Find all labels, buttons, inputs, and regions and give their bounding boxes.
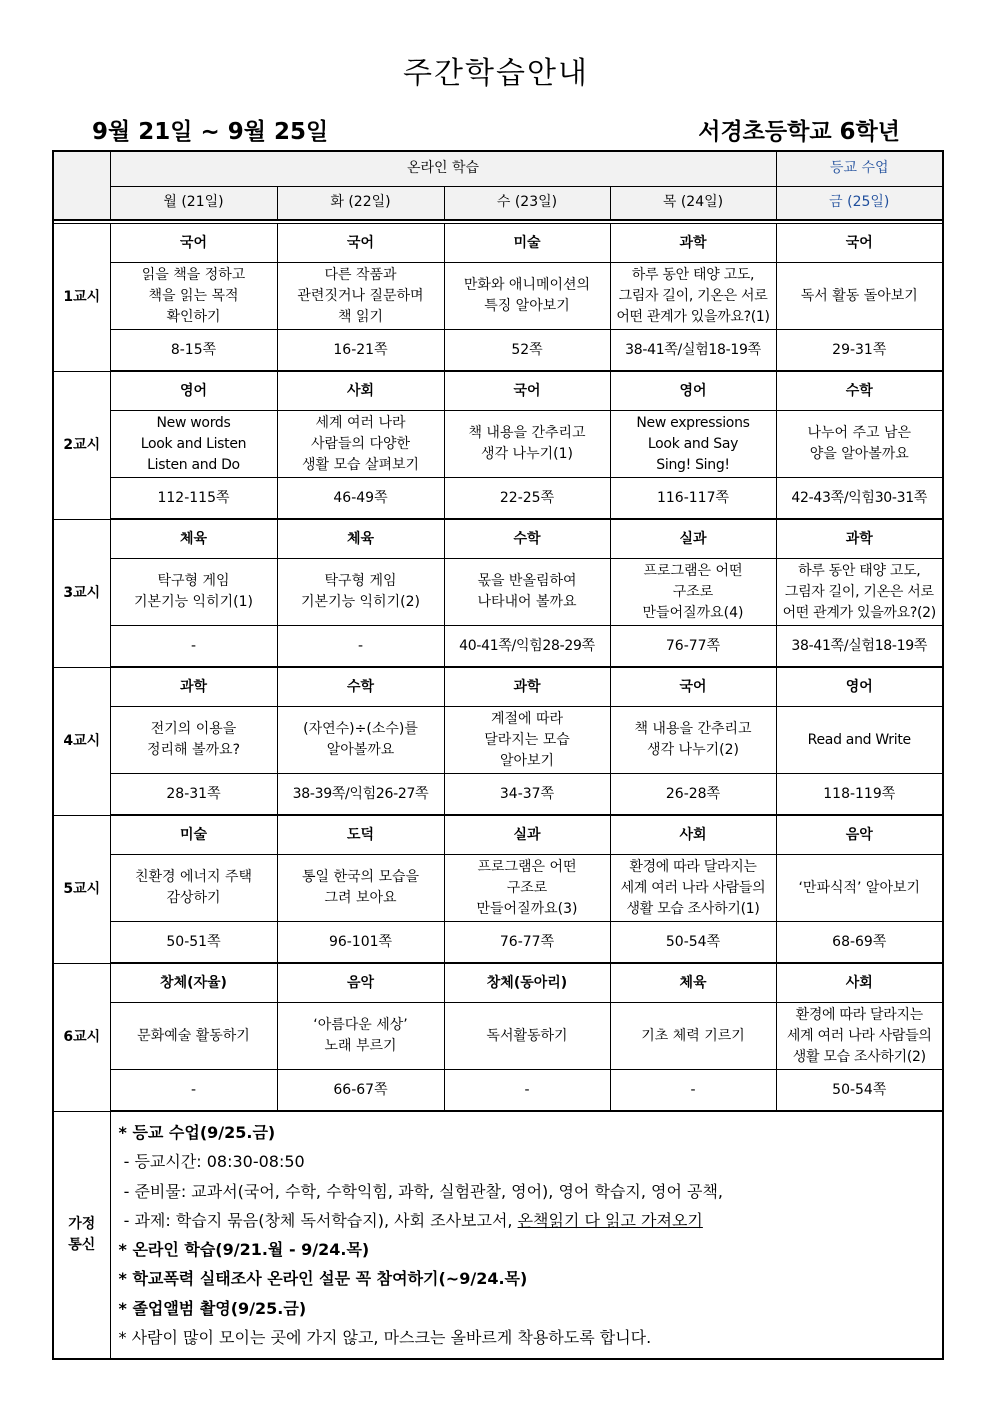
lesson-description: New expressions Look and Say Sing! Sing! — [610, 411, 776, 478]
lesson-description: 문화예술 활동하기 — [110, 1003, 277, 1070]
subject-cell: 창체(자율) — [110, 963, 277, 1003]
day-header: 화 (22일) — [277, 186, 444, 220]
lesson-description: 환경에 따라 달라지는 세계 여러 나라 사람들의 생활 모습 조사하기(1) — [610, 855, 776, 922]
subject-cell: 도덕 — [277, 815, 444, 855]
day-header: 목 (24일) — [610, 186, 776, 220]
period-label: 3교시 — [53, 519, 110, 667]
notice-label: 가정 통신 — [53, 1111, 110, 1359]
subject-cell: 영어 — [610, 371, 776, 411]
subject-cell: 체육 — [610, 963, 776, 1003]
textbook-pages: 50-54쪽 — [776, 1070, 943, 1112]
subject-cell: 국어 — [277, 224, 444, 263]
lesson-description: 전기의 이용을 정리해 볼까요? — [110, 707, 277, 774]
lesson-description: 환경에 따라 달라지는 세계 여러 나라 사람들의 생활 모습 조사하기(2) — [776, 1003, 943, 1070]
textbook-pages: 112-115쪽 — [110, 478, 277, 520]
page-title: 주간학습안내 — [403, 56, 589, 91]
lesson-description: 탁구형 게임 기본기능 익히기(1) — [110, 559, 277, 626]
subject-cell: 창체(동아리) — [444, 963, 610, 1003]
lesson-description: 책 내용을 간추리고 생각 나누기(1) — [444, 411, 610, 478]
notice-text: * 졸업앨범 촬영(9/25.금) — [118, 1298, 307, 1318]
subject-cell: 국어 — [444, 371, 610, 411]
textbook-pages: 118-119쪽 — [776, 774, 943, 816]
textbook-pages: 68-69쪽 — [776, 922, 943, 964]
lesson-description: New words Look and Listen Listen and Do — [110, 411, 277, 478]
textbook-pages: 96-101쪽 — [277, 922, 444, 964]
textbook-pages: 38-41쪽/실험18-19쪽 — [610, 330, 776, 372]
subject-cell: 사회 — [610, 815, 776, 855]
lesson-description: 계절에 따라 달라지는 모습 알아보기 — [444, 707, 610, 774]
lesson-description: 책 내용을 간추리고 생각 나누기(2) — [610, 707, 776, 774]
lesson-description: 하루 동안 태양 고도, 그림자 길이, 기온은 서로 어떤 관계가 있을까요?(1) — [610, 263, 776, 330]
subject-cell: 과학 — [776, 519, 943, 559]
subject-cell: 사회 — [776, 963, 943, 1003]
lesson-description: 프로그램은 어떤 구조로 만들어질까요(3) — [444, 855, 610, 922]
subject-cell: 음악 — [776, 815, 943, 855]
subject-cell: 체육 — [110, 519, 277, 559]
notice-text: * 사람이 많이 모이는 곳에 가지 않고, 마스크는 올바르게 착용하도록 합니다. — [118, 1328, 652, 1348]
subject-cell: 미술 — [110, 815, 277, 855]
textbook-pages: 116-117쪽 — [610, 478, 776, 520]
textbook-pages: 76-77쪽 — [610, 626, 776, 668]
textbook-pages: 16-21쪽 — [277, 330, 444, 372]
textbook-pages: 22-25쪽 — [444, 478, 610, 520]
notice-text: * 학교폭력 실태조사 온라인 설문 꼭 참여하기(~9/24.목) — [118, 1269, 528, 1289]
lesson-description: 기초 체력 기르기 — [610, 1003, 776, 1070]
textbook-pages: 46-49쪽 — [277, 478, 444, 520]
subject-cell: 수학 — [277, 667, 444, 707]
notice-text: - 과제: 학습지 묶음(창체 독서학습지), 사회 조사보고서, — [118, 1210, 518, 1230]
subject-cell: 음악 — [277, 963, 444, 1003]
lesson-description: 친환경 에너지 주택 감상하기 — [110, 855, 277, 922]
notice-line — [119, 1294, 943, 1323]
notice-text: - 준비물: 교과서(국어, 수학, 수학익힘, 과학, 실험관찰, 영어), 영어 학습지, 영어 공책, — [118, 1181, 724, 1201]
subject-cell: 수학 — [776, 371, 943, 411]
subject-cell: 국어 — [776, 224, 943, 263]
textbook-pages: 38-39쪽/익힘26-27쪽 — [277, 774, 444, 816]
subject-cell: 체육 — [277, 519, 444, 559]
date-range: 9월 21일 ~ 9월 25일 — [92, 119, 329, 145]
lesson-description: 세계 여러 나라 사람들의 다양한 생활 모습 살펴보기 — [277, 411, 444, 478]
lesson-description: (자연수)÷(소수)를 알아볼까요 — [277, 707, 444, 774]
subject-cell: 과학 — [110, 667, 277, 707]
subject-cell: 국어 — [110, 224, 277, 263]
school-name: 서경초등학교 6학년 — [698, 119, 900, 145]
lesson-description: 몫을 반올림하여 나타내어 볼까요 — [444, 559, 610, 626]
lesson-description: ‘아름다운 세상’ 노래 부르기 — [277, 1003, 444, 1070]
lesson-description: 읽을 책을 정하고 책을 읽는 목적 확인하기 — [110, 263, 277, 330]
offline-header: 등교 수업 — [776, 151, 943, 186]
lesson-description: 만화와 애니메이션의 특징 알아보기 — [444, 263, 610, 330]
period-label: 6교시 — [53, 963, 110, 1111]
subject-cell: 미술 — [444, 224, 610, 263]
textbook-pages: - — [110, 1070, 277, 1112]
day-header: 금 (25일) — [776, 186, 943, 220]
textbook-pages: 29-31쪽 — [776, 330, 943, 372]
lesson-description: 독서 활동 돌아보기 — [776, 263, 943, 330]
weekly-schedule-table — [52, 150, 944, 1360]
textbook-pages: - — [444, 1070, 610, 1112]
textbook-pages: 38-41쪽/실험18-19쪽 — [776, 626, 943, 668]
lesson-description: 다른 작품과 관련짓거나 질문하며 책 읽기 — [277, 263, 444, 330]
lesson-description: 나누어 주고 남은 양을 알아볼까요 — [776, 411, 943, 478]
lesson-description: 독서활동하기 — [444, 1003, 610, 1070]
textbook-pages: - — [610, 1070, 776, 1112]
textbook-pages: 26-28쪽 — [610, 774, 776, 816]
subject-cell: 과학 — [610, 224, 776, 263]
textbook-pages: 50-51쪽 — [110, 922, 277, 964]
lesson-description: Read and Write — [776, 707, 943, 774]
textbook-pages: 28-31쪽 — [110, 774, 277, 816]
notice-text: * 온라인 학습(9/21.월 - 9/24.목) — [118, 1240, 370, 1260]
lesson-description: 하루 동안 태양 고도, 그림자 길이, 기온은 서로 어떤 관계가 있을까요?(2) — [776, 559, 943, 626]
subject-cell: 실과 — [444, 815, 610, 855]
textbook-pages: 66-67쪽 — [277, 1070, 444, 1112]
subject-cell: 영어 — [110, 371, 277, 411]
subject-cell: 실과 — [610, 519, 776, 559]
home-notice — [110, 1111, 943, 1359]
notice-underlined-text: 온책읽기 다 읽고 가져오기 — [517, 1210, 703, 1230]
textbook-pages: 8-15쪽 — [110, 330, 277, 372]
lesson-description: 탁구형 게임 기본기능 익히기(2) — [277, 559, 444, 626]
lesson-description: 통일 한국의 모습을 그려 보아요 — [277, 855, 444, 922]
notice-line — [119, 1206, 943, 1235]
day-header: 월 (21일) — [110, 186, 277, 220]
notice-text: * 등교 수업(9/25.금) — [118, 1123, 276, 1142]
day-header: 수 (23일) — [444, 186, 610, 220]
notice-line — [119, 1147, 943, 1176]
notice-line — [119, 1118, 943, 1147]
notice-line — [119, 1235, 943, 1264]
period-label: 1교시 — [53, 224, 110, 372]
textbook-pages: 50-54쪽 — [610, 922, 776, 964]
textbook-pages: 34-37쪽 — [444, 774, 610, 816]
lesson-description: ‘만파식적’ 알아보기 — [776, 855, 943, 922]
textbook-pages: - — [110, 626, 277, 668]
period-label: 5교시 — [53, 815, 110, 963]
lesson-description: 프로그램은 어떤 구조로 만들어질까요(4) — [610, 559, 776, 626]
subject-cell: 국어 — [610, 667, 776, 707]
notice-line — [119, 1264, 943, 1293]
period-label: 2교시 — [53, 371, 110, 519]
corner-cell — [53, 151, 110, 220]
textbook-pages: 40-41쪽/익힘28-29쪽 — [444, 626, 610, 668]
notice-line — [119, 1177, 943, 1206]
online-header: 온라인 학습 — [110, 151, 776, 186]
subject-cell: 영어 — [776, 667, 943, 707]
notice-line — [119, 1323, 943, 1352]
notice-text: - 등교시간: 08:30-08:50 — [118, 1152, 305, 1172]
textbook-pages: 52쪽 — [444, 330, 610, 372]
textbook-pages: 42-43쪽/익힘30-31쪽 — [776, 478, 943, 520]
period-label: 4교시 — [53, 667, 110, 815]
textbook-pages: 76-77쪽 — [444, 922, 610, 964]
textbook-pages: - — [277, 626, 444, 668]
subject-cell: 수학 — [444, 519, 610, 559]
subject-cell: 과학 — [444, 667, 610, 707]
subject-cell: 사회 — [277, 371, 444, 411]
